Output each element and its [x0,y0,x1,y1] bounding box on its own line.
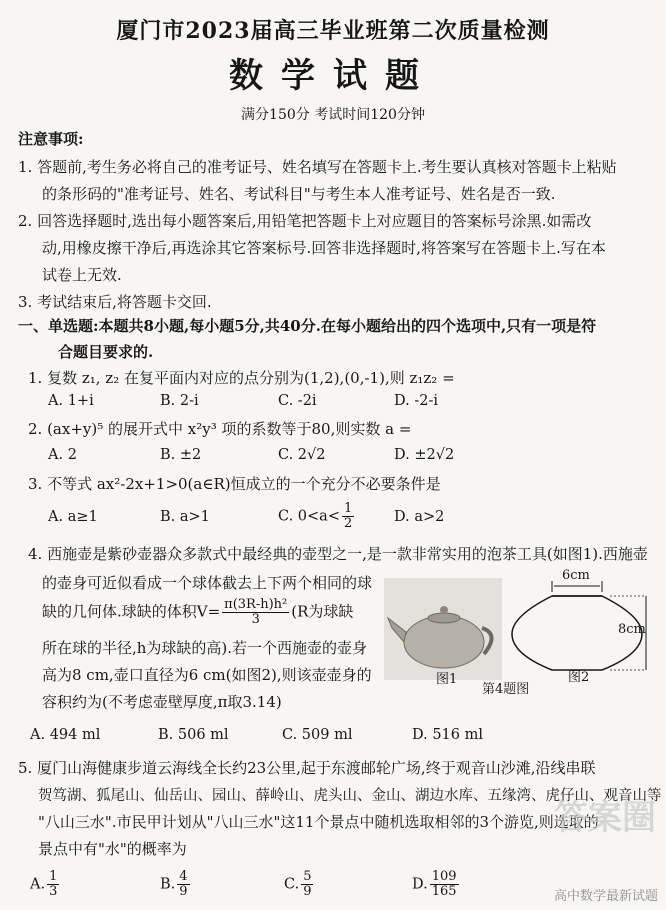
q4-line-6: 容积约为(不考虑壶壁厚度,π取3.14) [42,693,282,711]
q1-stem: 1. 复数 z₁, z₂ 在复平面内对应的点分别为(1,2),(0,-1),则 z₁z₂ = [28,369,455,387]
option-fraction [177,870,189,899]
fraction-numerator: 1 [49,869,58,884]
q1-option-b: B. 2-i [160,393,199,409]
fraction-denominator: 165 [431,884,457,899]
fig1-label: 图1 [436,672,458,687]
notes-heading: 注意事项: [18,130,84,148]
q3-option-d: D. a>2 [394,509,445,525]
q5-option-a [30,870,61,899]
q4-line-4: 所在球的半径,h为球缺的高).若一个西施壶的壶身 [42,639,368,657]
option-fraction [430,870,459,899]
q3-stem: 3. 不等式 ax²-2x+1>0(a∈R)恒成立的一个充分不必要条件是 [28,475,441,493]
q4-line-3 [42,598,353,627]
q4-volume-formula [222,598,289,627]
option-letter: D. [412,876,428,893]
dim-side-label: 8cm [618,622,646,637]
q4-line-2: 的壶身可近似看成一个球体截去上下两个相同的球 [42,574,373,592]
q3-option-c-fraction [342,502,354,531]
q4-volume-suffix: (R为球缺 [291,602,354,621]
watermark-text: 高中数学最新试题 [553,889,658,904]
note-1-line-1: 1. 答题前,考生务必将自己的准考证号、姓名填写在答题卡上.考生要认真核对答题卡上粘贴 [18,158,617,176]
fig-caption: 第4题图 [482,682,530,697]
subject-title: 数学试题 [229,56,437,96]
q2-option-c: C. 2√2 [278,447,326,463]
teapot-photo [384,578,502,680]
fraction-denominator: 3 [251,612,260,627]
q5-option-d [412,870,461,899]
fraction-numerator: 5 [303,869,312,884]
option-letter: A. [30,876,46,893]
fraction-numerator: π(3R-h)h² [224,597,288,612]
fraction-denominator: 9 [303,884,312,899]
note-1-line-2: 的条形码的"准考证号、姓名、考试科目"与考生本人准考证号、姓名是否一致. [42,185,556,203]
fraction-numerator: 4 [179,869,188,884]
fraction-denominator: 2 [343,516,353,531]
q4-volume-prefix: 缺的几何体.球缺的体积V= [42,602,221,621]
exam-meta: 满分150分 考试时间120分钟 [241,107,425,123]
option-letter: C. [284,876,300,893]
section-1-line-2: 合题目要求的. [58,343,154,361]
watermark-stamp: 答案圈 [554,798,656,838]
q4-line-5: 高为8 cm,壶口直径为6 cm(如图2),则该壶壶身的 [42,666,372,684]
fig2-label: 图2 [568,670,590,685]
section-1-line-1: 一、单选题:本题共8小题,每小题5分,共40分.在每小题给出的四个选项中,只有一项是符 [18,317,597,335]
q2-option-d: D. ±2√2 [394,447,455,463]
q5-option-c [284,870,315,899]
q2-stem: 2. (ax+y)⁵ 的展开式中 x²y³ 项的系数等于80,则实数 a = [28,420,412,438]
q5-line-3: "八山三水".市民甲计划从"八山三水"这11个景点中随机选取相邻的3个游览,则选取的 [38,813,599,831]
q4-figure [384,570,650,710]
exam-title: 厦门市2023届高三毕业班第二次质量检测 [116,18,550,44]
q1-option-d: D. -2-i [394,393,438,409]
q2-option-b: B. ±2 [160,447,202,463]
note-2-line-3: 试卷上无效. [42,266,122,284]
q4-option-c: C. 509 ml [282,727,353,743]
note-3: 3. 考试结束后,将答题卡交回. [18,293,212,311]
q3-option-b: B. a>1 [160,509,210,525]
dim-top-label: 6cm [562,568,590,583]
q5-line-2: 贺笃湖、狐尾山、仙岳山、园山、薛岭山、虎头山、金山、湖边水库、五缘湾、虎仔山、观音山等 [38,788,662,804]
q4-option-b: B. 506 ml [158,727,229,743]
q3-option-a: A. a≥1 [48,509,98,525]
q3-option-c-prefix: C. 0<a< [278,508,340,525]
q4-line-1: 4. 西施壶是紫砂壶器众多款式中最经典的壶型之一,是一款非常实用的泡茶工具(如图1).西施壶 [28,545,648,563]
fraction-numerator: 1 [343,501,353,516]
q1-option-a: A. 1+i [48,393,94,409]
note-2-line-1: 2. 回答选择题时,选出每小题答案后,用铅笔把答题卡上对应题目的答案标号涂黑.如需改 [18,212,592,230]
option-fraction [47,870,59,899]
q4-option-d: D. 516 ml [412,727,483,743]
q5-line-1: 5. 厦门山海健康步道云海线全长约23公里,起于东渡邮轮广场,终于观音山沙滩,沿线串联 [18,759,596,777]
q5-line-4: 景点中有"水"的概率为 [38,840,187,858]
note-2-line-2: 动,用橡皮擦干净后,再选涂其它答案标号.回答非选择题时,将答案写在答题卡上.写在本 [42,239,606,257]
q2-option-a: A. 2 [48,447,77,463]
q1-option-c: C. -2i [278,393,317,409]
q5-option-b [160,870,192,899]
option-letter: B. [160,876,176,893]
fraction-denominator: 3 [49,884,58,899]
q3-option-c [278,502,356,531]
option-fraction [301,870,313,899]
fraction-denominator: 9 [179,884,188,899]
fraction-numerator: 109 [431,869,457,884]
q4-option-a: A. 494 ml [30,727,101,743]
